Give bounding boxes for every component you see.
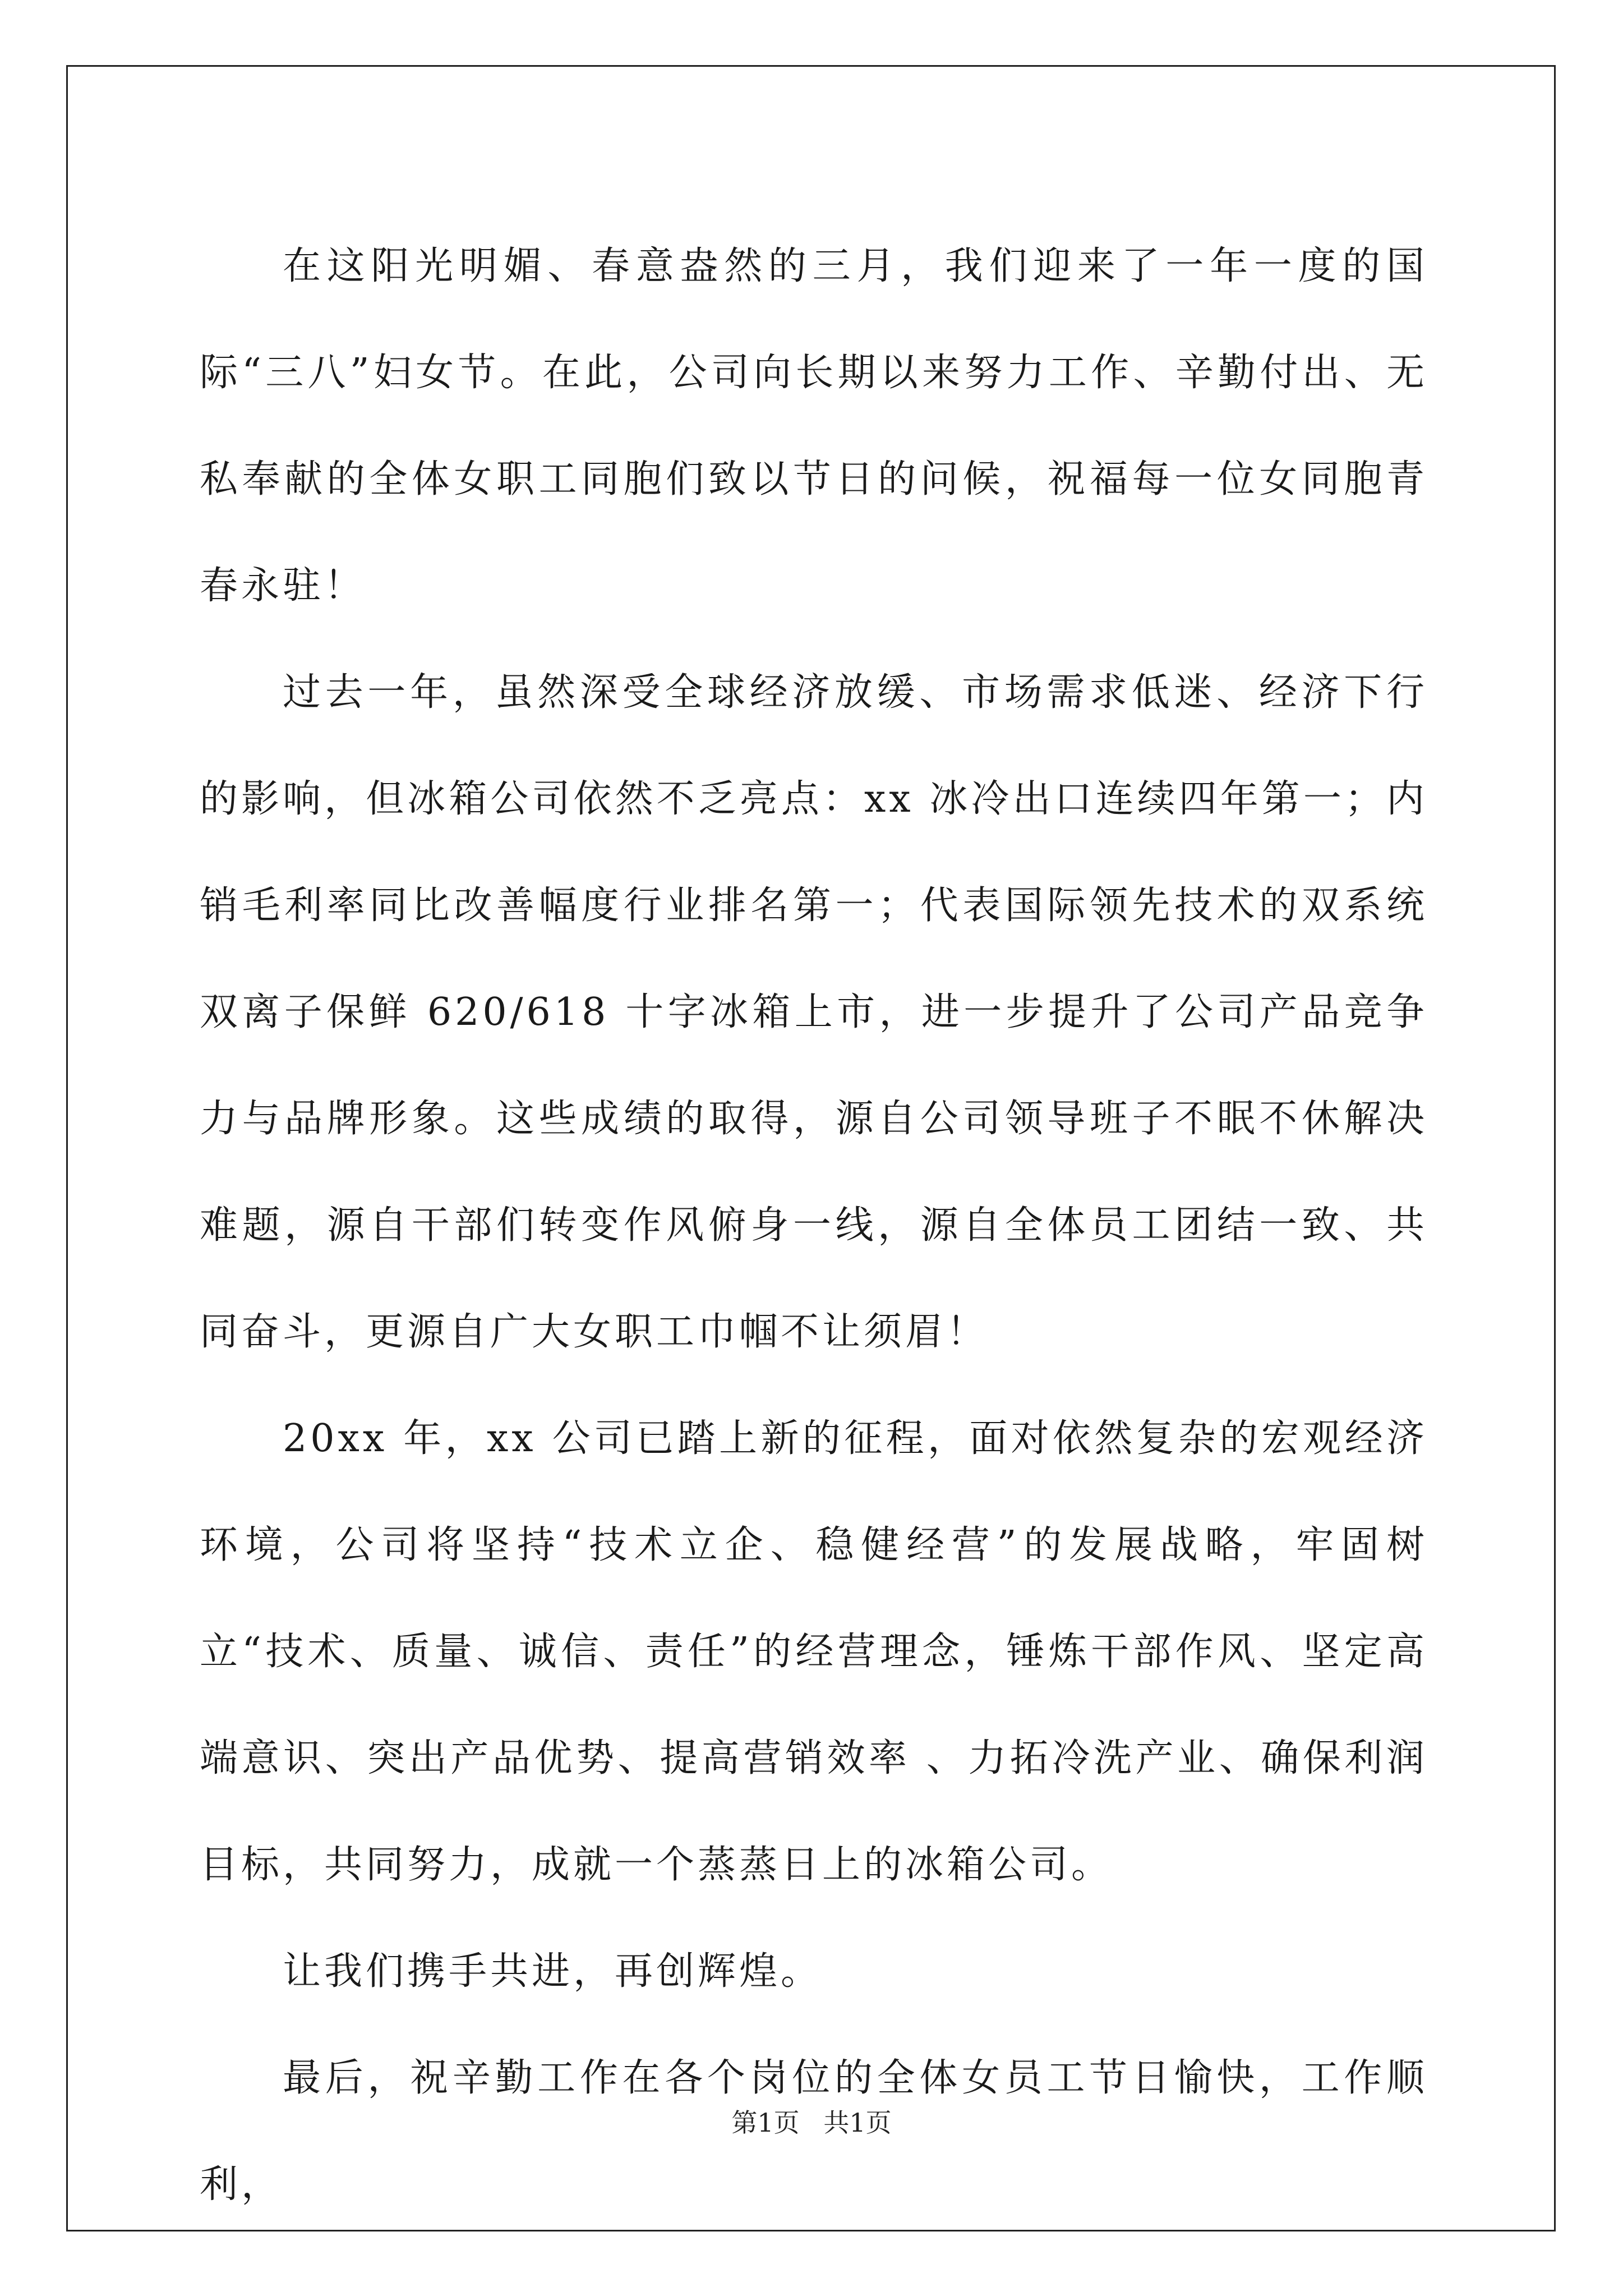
- document-body: [200, 213, 1428, 2238]
- paragraph-achievements: 过去一年，虽然深受全球经济放缓、市场需求低迷、经济下行的影响，但冰箱公司依然不乏亮点：xx 冰冷出口连续四年第一；内销毛利率同比改善幅度行业排名第一；代表国际领先技术的双系统双离子保鲜 620/618 十字冰箱上市，进一步提升了公司产品竞争力与品牌形象。这些成绩的取得，源自公司领导班子不眠不休解决难题，源自干部们转变作风俯身一线，源自全体员工团结一致、共同奋斗，更源自广大女职工巾帼不让须眉！: [200, 670, 1428, 1354]
- paragraph-call-to-action: 让我们携手共进，再创辉煌。: [283, 1949, 823, 1994]
- page-footer: [0, 2102, 1623, 2139]
- page-number-current: 第1页: [731, 2108, 800, 2138]
- paragraph-strategy: 20xx 年，xx 公司已踏上新的征程，面对依然复杂的宏观经济环境，公司将坚持“技术立企、稳健经营”的发展战略，牢固树立“技术、质量、诚信、责任”的经营理念，锤炼干部作风、坚定高端意识、突出产品优势、提高营销效率 、力拓冷洗产业、确保利润目标，共同努力，成就一个蒸蒸日上的冰箱公司。: [200, 1416, 1428, 1887]
- paragraph-greeting: 在这阳光明媚、春意盎然的三月，我们迎来了一年一度的国际“三八”妇女节。在此，公司向长期以来努力工作、辛勤付出、无私奉献的全体女职工同胞们致以节日的问候，祝福每一位女同胞青春永驻！: [200, 244, 1428, 608]
- paragraph-closing: 最后，祝辛勤工作在各个岗位的全体女员工节日愉快，工作顺利，: [200, 2056, 1428, 2207]
- page-number-total: 共1页: [823, 2108, 892, 2138]
